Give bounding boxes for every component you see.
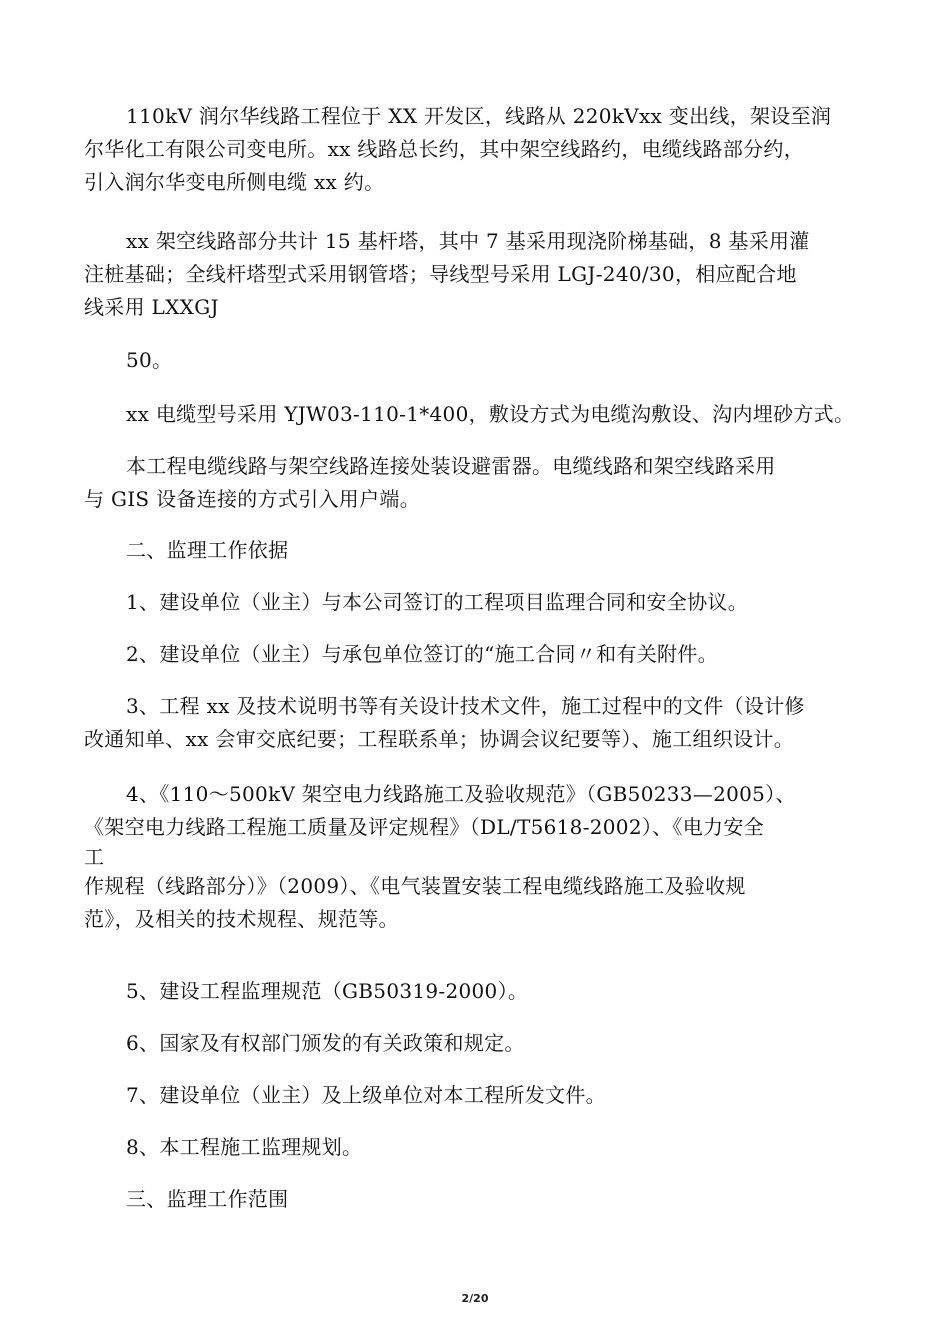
paragraph-ground-wire-value	[84, 344, 874, 377]
text-line: 范》，及相关的技术规程、规范等。	[84, 907, 399, 931]
text-line: 改通知单、xx 会审交底纪要；工程联系单；协调会议纪要等）、施工组织设计。	[84, 727, 795, 751]
list-item-7	[84, 1079, 874, 1112]
list-item-3	[84, 690, 874, 756]
text-line: 作规程（线路部分）》（2009）、《电气装置安装工程电缆线路施工及验收规	[84, 874, 746, 898]
paragraph-overhead-line	[84, 225, 874, 324]
text-line: 《架空电力线路工程施工质量及评定规程》（DL/T5618-2002）、《电力安全	[84, 815, 764, 839]
text-line: 本工程电缆线路与架空线路连接处装设避雷器。电缆线路和架空线路采用	[126, 454, 776, 478]
text-line: 4、《110〜500kV 架空电力线路施工及验收规范》（GB50233—2005）、	[126, 782, 796, 806]
section-heading: 三、监理工作范围	[126, 1187, 289, 1211]
paragraph-project-overview	[84, 100, 874, 199]
list-item-8	[84, 1131, 874, 1164]
text-line: 与 GIS 设备连接的方式引入用户端。	[84, 487, 420, 511]
text-line: 5、建设工程监理规范（GB50319-2000）。	[126, 979, 529, 1003]
text-line: xx 架空线路部分共计 15 基杆塔，其中 7 基采用现浇阶梯基础，8 基采用灌	[126, 229, 810, 253]
text-line: 1、建设单位（业主）与本公司签订的工程项目监理合同和安全协议。	[126, 590, 749, 614]
section-heading-basis	[84, 534, 874, 567]
section-heading-scope	[84, 1183, 874, 1216]
text-line: 7、建设单位（业主）及上级单位对本工程所发文件。	[126, 1083, 606, 1107]
list-item-5	[84, 975, 874, 1008]
text-line: 工	[84, 845, 105, 869]
text-line: 注桩基础；全线杆塔型式采用钢管塔；导线型号采用 LGJ-240/30，相应配合地	[84, 262, 797, 286]
paragraph-cable-model	[84, 398, 874, 431]
list-item-1	[84, 586, 874, 619]
text-line: 50。	[126, 348, 173, 372]
text-line: 110kV 润尔华线路工程位于 XX 开发区，线路从 220kVxx 变出线，架设至润	[126, 104, 832, 128]
text-line: 8、本工程施工监理规划。	[126, 1135, 363, 1159]
section-heading: 二、监理工作依据	[126, 538, 289, 562]
paragraph-arrester	[84, 450, 874, 516]
list-item-2	[84, 638, 874, 671]
text-line: 线采用 LXXGJ	[84, 295, 219, 319]
list-item-4	[84, 778, 874, 936]
text-line: xx 电缆型号采用 YJW03-110-1*400，敷设方式为电缆沟敷设、沟内埋砂方式。	[126, 402, 855, 426]
text-line: 2、建设单位（业主）与承包单位签订的“施工合同〃和有关附件。	[126, 642, 718, 666]
list-item-6	[84, 1027, 874, 1060]
text-line: 引入润尔华变电所侧电缆 xx 约。	[84, 170, 385, 194]
page-number: 2/20	[461, 1292, 489, 1305]
text-line: 3、工程 xx 及技术说明书等有关设计技术文件，施工过程中的文件（设计修	[126, 694, 805, 718]
text-line: 6、国家及有权部门颁发的有关政策和规定。	[126, 1031, 525, 1055]
text-line: 尔华化工有限公司变电所。xx 线路总长约，其中架空线路约，电缆线路部分约，	[84, 137, 805, 161]
